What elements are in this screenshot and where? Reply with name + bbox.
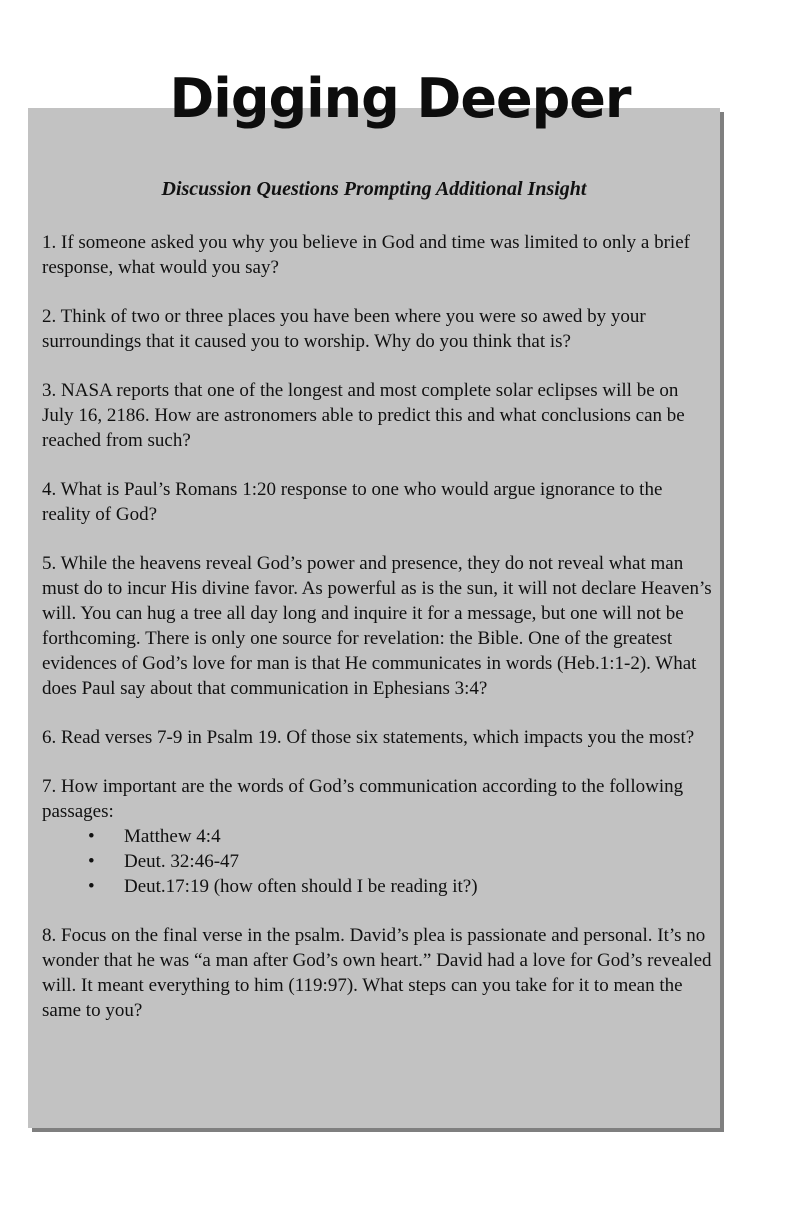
question-item: 4. What is Paul’s Romans 1:20 response to one who would argue ignorance to the reality of God?: [42, 479, 663, 525]
passage-label: Matthew 4:4: [124, 826, 221, 847]
bullet-icon: •: [88, 851, 95, 872]
passage-label: Deut.17:19 (how often should I be reading it?): [124, 876, 478, 897]
question-item: 6. Read verses 7-9 in Psalm 19. Of those six statements, which impacts you the most?: [42, 727, 695, 748]
passage-item: [88, 849, 714, 874]
question-item: 5. While the heavens reveal God’s power and presence, they do not reveal what man must do to incur His divine favor. As powerful as is the sun, it will not declare Heaven’s will. You can hug a tree all day long and inquire it for a message, but one will not be forthcoming. There is only one source for revelation: the Bible. One of the greatest evidences of God’s love for man is that He communicates in words (Heb.1:1-2). What does Paul say about that communication in Ephesians 3:4?: [42, 553, 712, 699]
question-item: 3. NASA reports that one of the longest and most complete solar eclipses will be on July 16, 2186. How are astronomers able to predict this and what conclusions can be reached from such?: [42, 380, 685, 451]
passage-item: [88, 874, 714, 899]
page-title: Digging Deeper: [169, 67, 631, 130]
bullet-icon: •: [88, 826, 95, 847]
question-list: [42, 230, 714, 1047]
question-item: 2. Think of two or three places you have been where you were so awed by your surroundings that it caused you to worship. Why do you think that is?: [42, 306, 646, 352]
passage-label: Deut. 32:46-47: [124, 851, 240, 872]
passage-item: [88, 824, 714, 849]
bullet-icon: •: [88, 876, 95, 897]
question-text: 7. How important are the words of God’s communication according to the following passages:: [42, 776, 684, 822]
question-item-with-passages: [42, 774, 714, 899]
page-subtitle: Discussion Questions Prompting Additional Insight: [161, 178, 587, 200]
question-item: 8. Focus on the final verse in the psalm. David’s plea is passionate and personal. It’s no wonder that he was “a man after God’s own heart.” David had a love for God’s revealed will. It meant everything to him (119:97). What steps can you take for it to mean the same to you?: [42, 925, 712, 1021]
passage-list: [42, 824, 714, 899]
question-item: 1. If someone asked you why you believe in God and time was limited to only a brief response, what would you say?: [42, 232, 690, 278]
